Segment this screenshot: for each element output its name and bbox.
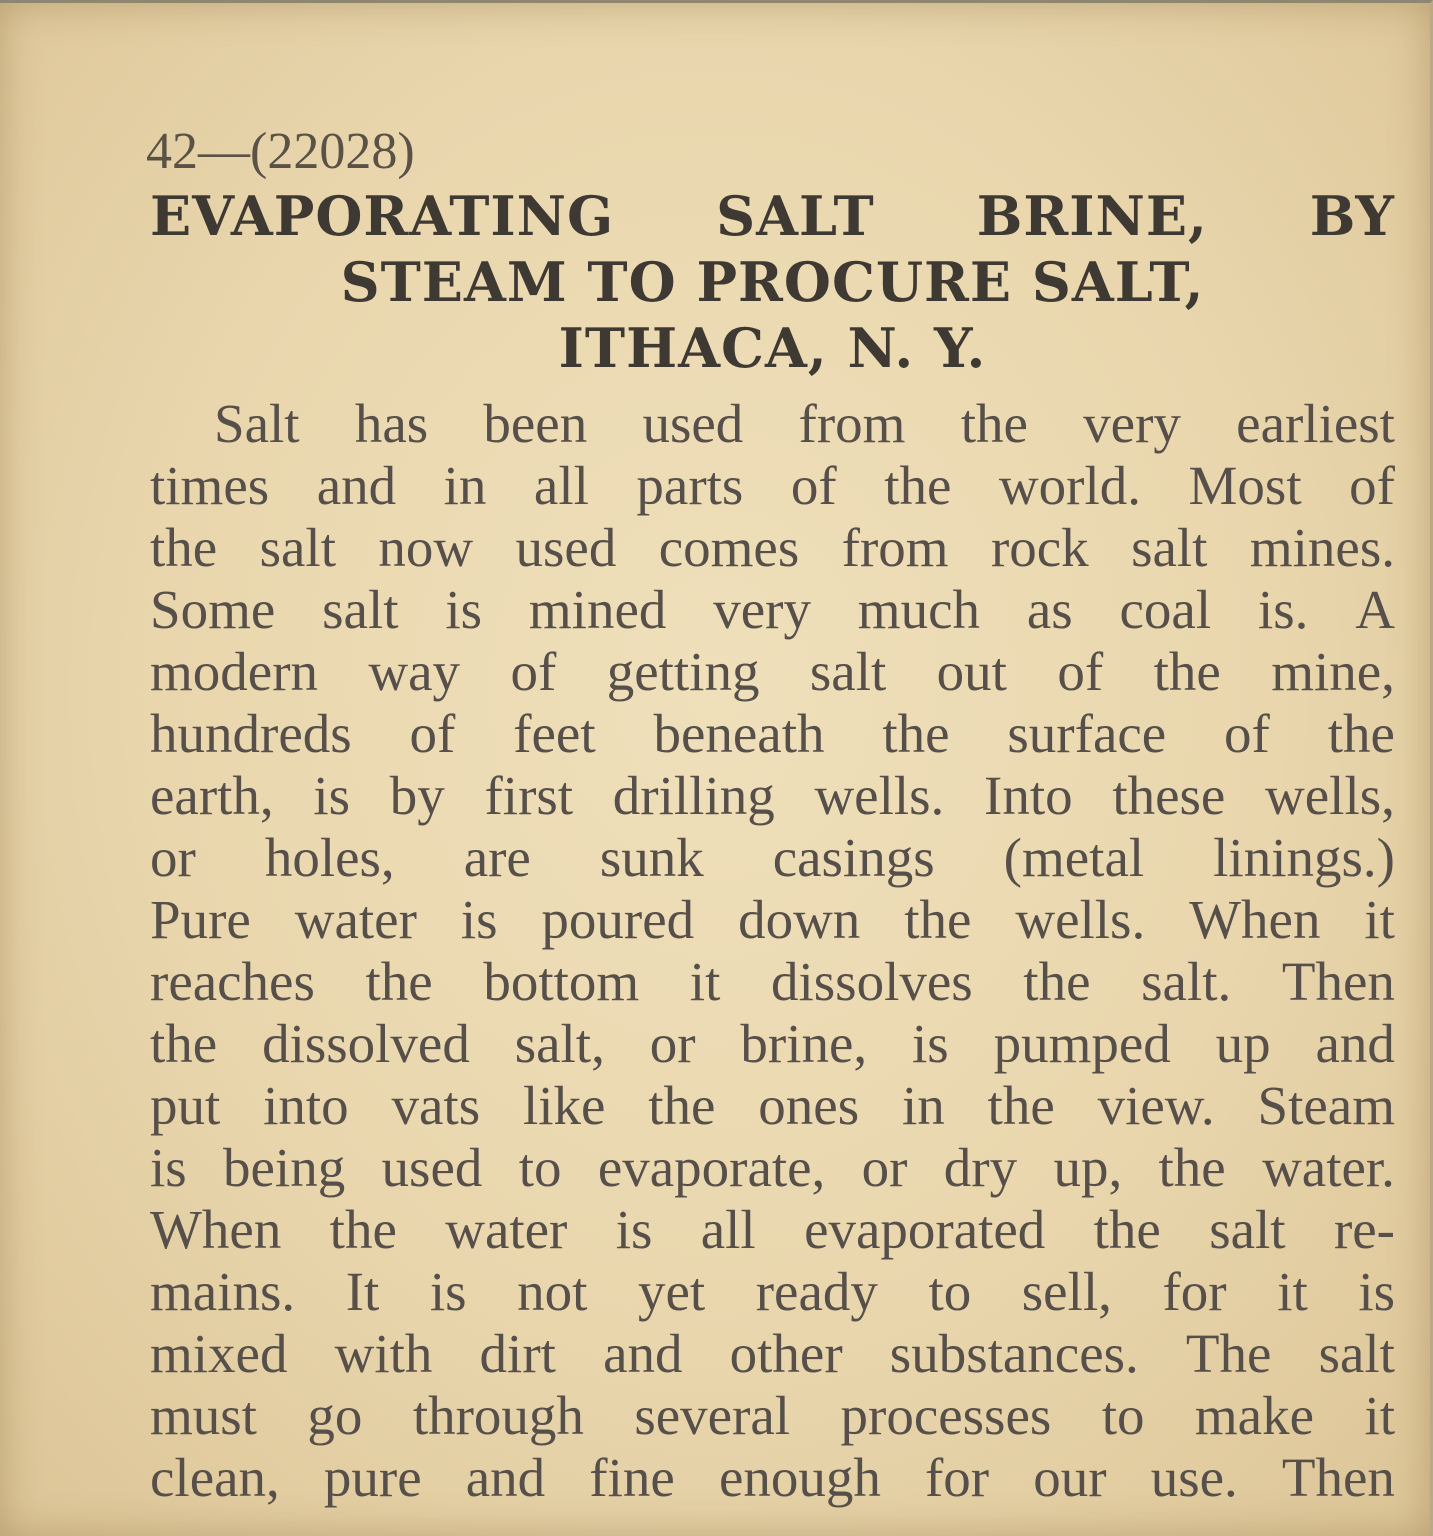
card-description	[150, 393, 1395, 1509]
body-line: the dissolved salt, or brine, is pumped up and	[150, 1013, 1395, 1074]
body-line: hundreds of feet beneath the surface of the	[150, 703, 1395, 764]
card-number: 42—(22028)	[146, 123, 415, 180]
title-line-3: ITHACA, N. Y.	[558, 316, 987, 380]
body-line: When the water is all evaporated the salt re-	[150, 1199, 1395, 1260]
body-line: or holes, are sunk casings (metal linings.)	[150, 827, 1395, 888]
body-line: clean, pure and fine enough for our use. Then	[150, 1447, 1395, 1508]
body-line: reaches the bottom it dissolves the salt. Then	[150, 951, 1395, 1012]
body-line: times and in all parts of the world. Most of	[150, 455, 1395, 516]
body-line: Pure water is poured down the wells. When it	[150, 889, 1395, 950]
title-line-1: EVAPORATING SALT BRINE, BY	[150, 184, 1395, 248]
body-line: modern way of getting salt out of the mine,	[150, 641, 1395, 702]
body-line: Some salt is mined very much as coal is. A	[150, 579, 1395, 640]
body-line: Salt has been used from the very earliest	[214, 393, 1395, 454]
title-line-2: STEAM TO PROCURE SALT,	[340, 250, 1205, 314]
body-line: is being used to evaporate, or dry up, the water.	[150, 1137, 1395, 1198]
body-line: put into vats like the ones in the view. Steam	[150, 1075, 1395, 1136]
card-title	[150, 183, 1395, 381]
card-content	[146, 121, 1395, 1509]
body-line: must go through several processes to make it	[150, 1385, 1395, 1446]
body-line: the salt now used comes from rock salt mines.	[150, 517, 1395, 578]
body-line: mains. It is not yet ready to sell, for it is	[150, 1261, 1395, 1322]
body-line: mixed with dirt and other substances. The salt	[150, 1323, 1395, 1384]
body-line: earth, is by first drilling wells. Into these wells,	[150, 765, 1395, 826]
